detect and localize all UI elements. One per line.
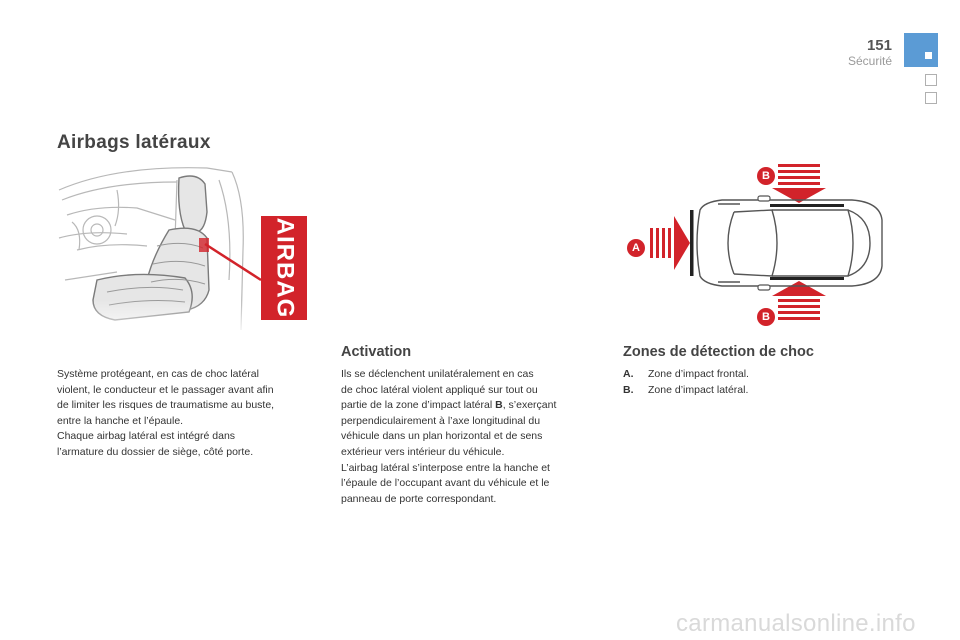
activation-line: Ils se déclenchent unilatéralement en cas	[341, 368, 534, 380]
page-title: Airbags latéraux	[57, 132, 211, 153]
zone-item-text: Zone d’impact frontal.	[648, 368, 749, 380]
zone-item-text: Zone d’impact latéral.	[648, 383, 749, 396]
activation-line: panneau de porte correspondant.	[341, 492, 497, 505]
section-tab[interactable]	[925, 92, 937, 104]
zone-item-key: B.	[623, 383, 634, 396]
section-tab-active[interactable]	[904, 33, 938, 67]
zone-item	[623, 367, 903, 383]
activation-line: de choc latéral violent appliqué sur tout ou	[341, 383, 538, 396]
impact-zones-diagram	[622, 158, 888, 338]
tab-dot-icon	[925, 52, 932, 59]
section-name: Sécurité	[847, 54, 892, 68]
zone-item-key: A.	[623, 368, 634, 380]
activation-line: perpendiculairement à l’axe longitudinal du	[341, 414, 541, 427]
intro-text	[57, 367, 319, 461]
seat-airbag-illustration	[57, 160, 312, 338]
intro-line: Chaque airbag latéral est intégré dans	[57, 430, 236, 443]
activation-title: Activation	[341, 344, 412, 360]
activation-line: véhicule dans un plan horizontal et de sens	[341, 430, 543, 443]
activation-line: extérieur vers intérieur du véhicule.	[341, 445, 505, 458]
intro-line: l’armature du dossier de siège, côté porte.	[57, 445, 254, 458]
activation-line: L’airbag latéral s’interpose entre la hanche et	[341, 461, 550, 474]
intro-line: de limiter les risques de traumatisme au buste,	[57, 399, 275, 412]
activation-line	[341, 398, 603, 414]
zones-title: Zones de détection de choc	[623, 344, 814, 360]
intro-line: violent, le conducteur et le passager avant afin	[57, 383, 274, 396]
activation-line-part: , s’exerçant	[502, 399, 557, 412]
zone-b-top-label: B	[762, 170, 770, 182]
intro-line: entre la hanche et l’épaule.	[57, 414, 184, 427]
zone-b-reference: B	[495, 399, 503, 412]
section-tab[interactable]	[925, 74, 937, 86]
watermark: carmanualsonline.info	[676, 610, 916, 637]
zones-list	[623, 367, 903, 398]
zone-item	[623, 383, 903, 399]
activation-text	[341, 367, 603, 507]
intro-line: Système protégeant, en cas de choc latéral	[57, 368, 259, 380]
zone-a-label: A	[632, 242, 640, 254]
zone-b-bottom-label: B	[762, 311, 770, 323]
airbag-banner-text: AIRBAG	[271, 217, 299, 319]
activation-line: l’épaule de l’occupant avant du véhicule et le	[341, 477, 550, 490]
page-number: 151	[866, 37, 892, 54]
activation-line-part: partie de la zone d’impact latéral	[341, 399, 496, 412]
